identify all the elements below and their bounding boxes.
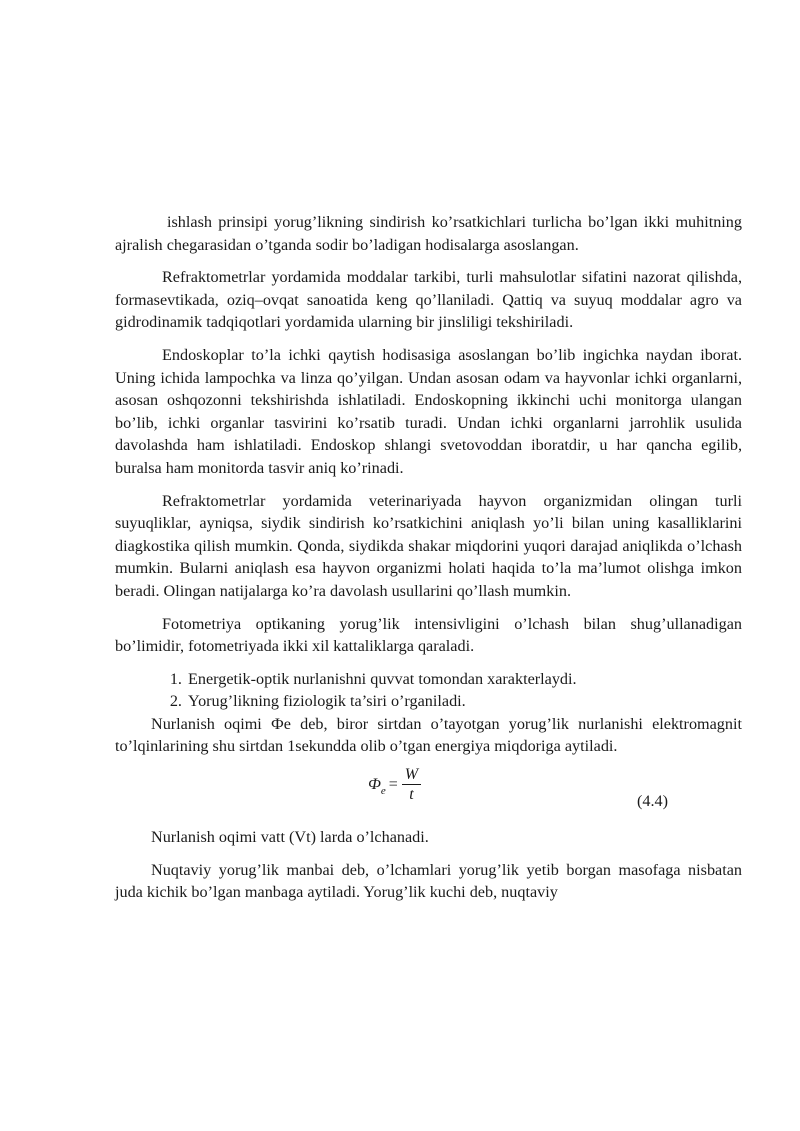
paragraph-refractometer-uses: Refraktometrlar yordamida moddalar tarkibi, turli mahsulotlar sifatini nazorat qilishda, formasevtikada, oziq–ovqat sanoatida keng qo’llaniladi. Qattiq va suyuq moddalar agro va gidrodinamik tadqiqotlari yordamida ularning bir jinsliligi tekshiriladi.: [115, 268, 742, 332]
formula-equals: =: [388, 776, 398, 794]
photometry-list: [115, 668, 742, 713]
equation-number: (4.4): [636, 792, 668, 811]
paragraph-photometry: Fotometriya optikaning yorug’lik intensivligini o’lchash bilan shug’ullanadigan bo’limidir, fotometriyada ikki xil kattaliklarga qaraladi.: [115, 614, 742, 656]
formula-lhs: Ф: [368, 776, 381, 794]
paragraph-flux-units: Nurlanish oqimi vatt (Vt) larda o’lchanadi.: [151, 828, 429, 847]
paragraph-endoscopes: Endoskoplar to’la ichki qaytish hodisasiga asoslangan bo’lib ingichka naydan iborat. Uning ichida lampochka va linza qo’yilgan. Undan asosan odam va hayvonlar ichki organlarni, asosan oshqozonni tekshirishda ishlatiladi. Endoskopning ikkinchi uchi monitorga ulangan bo’lib, ichki organlar tasvirini ko’rsatib turadi. Undan ichki organlarni jarrohlik usulida davolashda ham ishlatiladi. Endoskop shlangi svetovoddan iboratdir, u har qancha egilib, buralsa ham monitorda tasvir aniq ko’rinadi.: [115, 345, 742, 477]
formula-denominator: t: [409, 786, 414, 804]
formula-lhs-subscript: e: [380, 785, 386, 798]
paragraph-veterinary: Refraktometrlar yordamida veterinariyada hayvon organizmidan olingan turli suyuqliklar, ayniqsa, siydik sindirish ko’rsatkichini aniqlash yo’li bilan uning kasalliklarini diagkostika qilish mumkin. Qonda, siydikda shakar miqdorini yuqori darajad aniqlikda o’lchash mumkin. Bularni aniqlash esa hayvon organizmi holati haqida to’la ma’lumot olishga imkon beradi. Olingan natijalarga ko’ra davolash usullarini qo’llash mumkin.: [115, 491, 742, 600]
paragraph-radiant-flux: Nurlanish oqimi Фe deb, biror sirtdan o’tayotgan yorug’lik nurlanishi elektromagnit to’lqinlarining shu sirtdan 1sekundda olib o’tgan energiya miqdoriga aytiladi.: [115, 714, 742, 756]
formula: [368, 766, 421, 805]
list-item: 2. Yorug’likning fiziologik ta’siri o’rganiladi.: [186, 690, 742, 713]
paragraph-point-source: Nuqtaviy yorug’lik manbai deb, o’lchamlari yorug’lik yetib borgan masofaga nisbatan juda kichik bo’lgan manbaga aytiladi. Yorug’lik kuchi deb, nuqtaviy: [115, 860, 742, 902]
list-item: 1. Energetik-optik nurlanishni quvvat tomondan xarakterlaydi.: [186, 668, 742, 691]
formula-numerator: W: [402, 766, 421, 785]
paragraph-refraction-principle: ishlash prinsipi yorug’likning sindirish ko’rsatkichlari turlicha bo’lgan ikki muhitning ajralish chegarasidan o’tganda sodir bo’ladigan hodisalarga asoslangan.: [115, 213, 742, 254]
formula-fraction: [402, 766, 421, 805]
document-page: [115, 211, 742, 904]
equation-4-4: [115, 762, 742, 820]
